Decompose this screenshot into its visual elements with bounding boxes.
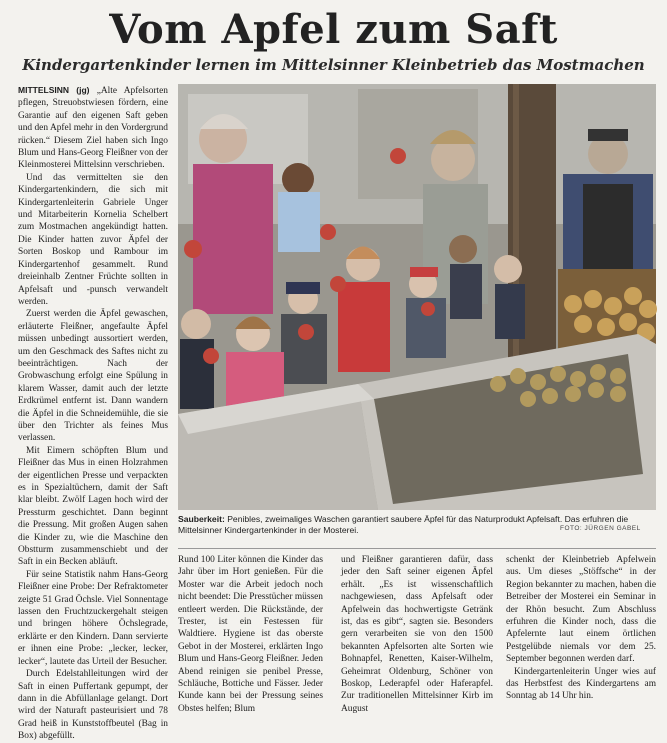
dateline: MITTELSINN (jg) <box>18 85 90 95</box>
article-paragraph: Und das vermittelten sie den Kindergartenkindern, die sich mit Kindergartenleiterin Gabriele Unger und Mitarbeiterin Kornelia Schelbert zum Mostmachen angekündigt hatten. Die Kinder hatten zuvor Äpfel der Sorten Boskop und Rambour im Kindergartenhof gesammelt. Rund dreieinhalb Zentner Früchte sollten in Apfelsaft und -punsch verwandelt werden. <box>18 172 168 307</box>
article-column-4 <box>506 554 656 714</box>
article-column-3 <box>341 554 493 714</box>
divider <box>178 548 656 549</box>
article-paragraph: schenkt der Kleinbetrieb Apfelwein aus. Um dieses „Stöffsche“ in der Region bekannter zu machen, haben die Betreiber der Mosterei ein Seminar in der Rhön besucht. Zum Abschluss erfuhren die Kinder noch, dass die Apfelernte laut einem örtlichen Pestgelübde niemals vor dem 25. September begonnen werden darf. <box>506 555 656 665</box>
subheadline: Kindergartenkinder lernen im Mittelsinner Kleinbetrieb das Mostmachen <box>22 56 645 74</box>
caption-text: Penibles, zweimaliges Waschen garantiert saubere Äpfel für das Naturprodukt Apfelsaft. Das erfuhren die Mittelsinner Kindergartenkinder in der Mosterei. <box>178 514 629 535</box>
article-paragraph: Zuerst werden die Äpfel gewaschen, erläuterte Fleißner, angefaulte Äpfel müssen unbedingt aussortiert werden, um den Geschmack des Saftes nicht zu beeinträchtigen. Nach der Grobwaschung erfolgt eine Spülung in klarem Wasser, damit auch der letzte Erdkrümel entfernt ist. Dann wandern die Äpfel in die Schneidemühle, die sie über den Trichter als feines Mus verlassen. <box>18 309 168 444</box>
article-column-2 <box>178 554 323 714</box>
headline: Vom Apfel zum Saft <box>109 6 558 53</box>
article-paragraph: Durch Edelstahlleitungen wird der Saft in einen Puffertank gepumpt, der dann in die Abfüllanlage gelangt. Dort wird der Naturaft pasteurisiert und 78 Grad heiß in Kunststoffbeutel (Bag in Box) abgefüllt. <box>18 669 168 742</box>
article-column-1 <box>18 84 168 742</box>
photo-credit: FOTO: JÜRGEN GABEL <box>560 525 641 532</box>
article-paragraph: Für seine Statistik nahm Hans-Georg Fleißner eine Probe: Der Refraktometer zeigte 51 Grad Öchsle. Viel Sonnentage lassen den Fruchtzuckergehalt steigen und bringen höhere Öchslegrade, erklärte er den Kindern. Dann servierte er ihnen eine Probe: „lecker, lecker, lecker“, lautete das Urteil der Besucher. <box>18 569 168 667</box>
article-paragraph: MITTELSINN (jg) „Alte Apfelsorten pflegen, Streuobstwiesen fördern, eine Garantie auf den eigenen Saft geben und den Apfel mehr in den Vordergrund rücken.“ Diesem Ziel haben sich Ingo Blum und Hans-Georg Fleißner von der Kleinmosterei Mittelsinn verschrieben. <box>18 85 168 171</box>
article-paragraph: und Fleißner garantieren dafür, dass jeder den Saft seiner eigenen Äpfel erhält. „Es ist wissenschaftlich nachgewiesen, dass Apfelsaft oder Apfelwein das hochwertigste Getränk ist, das es gibt“, sagten sie. Besonders gern verarbeiten sie von den 1500 bekannten Apfelsorten alte Sorten wie Bohnapfel, Renetten, Kaiser-Wilhelm, Geheimrat Oldenburg, Schöner von Boskop, Lederapfel oder Haferapfel. Zur traditionellen Mittelsinner Kirb im August <box>341 555 493 714</box>
photo-illustration <box>178 84 656 510</box>
caption-lead: Sauberkeit: <box>178 514 225 524</box>
article-paragraph: Mit Eimern schöpften Blum und Fleißner das Mus in einen Holzrahmen der eigentlichen Presse und verpackten es in Spezialtüchern, damit der Saft klar bleibt. Zwölf Lagen hoch wird der Pressturm geschichtet. Dann beginnt die Pressung. Mit großen Augen sahen die Kinder zu, wie die Maschine den Obstturm zusammenschiebt und der Saft in ein Becken abläuft. <box>18 445 168 568</box>
article-photo <box>178 84 656 510</box>
article-paragraph: Kindergartenleiterin Unger wies auf das Herbstfest des Kindergartens am Sonntag ab 14 Uhr hin. <box>506 666 656 702</box>
article-paragraph: Rund 100 Liter können die Kinder das Jahr über im Hort genießen. Für die Moster war die Arbeit jedoch noch nicht beendet: Die Presstücher müssen entleert werden. Die Rückstände, der Trester, ist ein Festessen für Waldtiere. Hygiene ist das oberste Gebot in der Mosterei, erklärten Ingo Blum und Hans-Georg Fleißner. Jeden Abend reinigen sie penibel Presse, Schläuche, Bottiche und Fässer. Jeder Kunde kann bei der Pressung seines Obstes helfen; Blum <box>178 555 323 714</box>
